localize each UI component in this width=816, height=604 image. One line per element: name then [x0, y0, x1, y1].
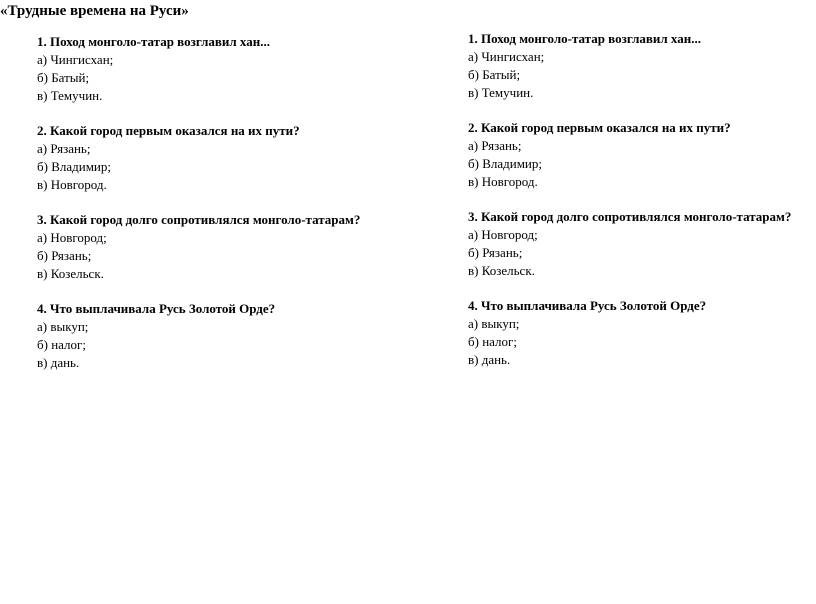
answer-option: б) Владимир;	[468, 156, 542, 171]
question-block	[37, 300, 407, 372]
answer-option: в) Козельск.	[37, 266, 104, 281]
answer-option: б) Рязань;	[468, 245, 523, 260]
answer-option: в) Новгород.	[37, 177, 107, 192]
page-title: «Трудные времена на Руси»	[0, 3, 189, 19]
question-block	[468, 119, 816, 191]
question-block	[468, 30, 816, 102]
answer-option: б) Батый;	[468, 67, 521, 82]
answer-option: в) дань.	[468, 352, 511, 367]
quiz-column-left	[37, 33, 407, 389]
question-block	[468, 297, 816, 369]
question-text: 2. Какой город первым оказался на их пути?	[468, 120, 731, 135]
answer-option: б) Рязань;	[37, 248, 92, 263]
answer-option: в) Темучин.	[37, 88, 103, 103]
answer-option: б) налог;	[468, 334, 517, 349]
question-text: 1. Поход монголо-татар возглавил хан...	[37, 34, 270, 49]
answer-option: а) Чингисхан;	[37, 52, 114, 67]
question-block	[37, 122, 407, 194]
answer-option: б) налог;	[37, 337, 86, 352]
answer-option: в) Козельск.	[468, 263, 535, 278]
answer-option: а) Чингисхан;	[468, 49, 545, 64]
question-block	[37, 33, 407, 105]
question-block	[37, 211, 407, 283]
question-block	[468, 208, 816, 280]
question-text: 3. Какой город долго сопротивлялся монголо-татарам?	[468, 209, 792, 224]
answer-option: а) Новгород;	[468, 227, 538, 242]
answer-option: а) выкуп;	[37, 319, 89, 334]
question-text: 2. Какой город первым оказался на их пути?	[37, 123, 300, 138]
answer-option: в) дань.	[37, 355, 80, 370]
question-text: 4. Что выплачивала Русь Золотой Орде?	[468, 298, 707, 313]
answer-option: б) Владимир;	[37, 159, 111, 174]
answer-option: б) Батый;	[37, 70, 90, 85]
answer-option: а) Рязань;	[468, 138, 522, 153]
answer-option: а) Новгород;	[37, 230, 107, 245]
answer-option: в) Новгород.	[468, 174, 538, 189]
question-text: 4. Что выплачивала Русь Золотой Орде?	[37, 301, 276, 316]
quiz-column-right	[468, 30, 816, 386]
answer-option: в) Темучин.	[468, 85, 534, 100]
answer-option: а) Рязань;	[37, 141, 91, 156]
answer-option: а) выкуп;	[468, 316, 520, 331]
question-text: 1. Поход монголо-татар возглавил хан...	[468, 31, 701, 46]
question-text: 3. Какой город долго сопротивлялся монголо-татарам?	[37, 212, 361, 227]
